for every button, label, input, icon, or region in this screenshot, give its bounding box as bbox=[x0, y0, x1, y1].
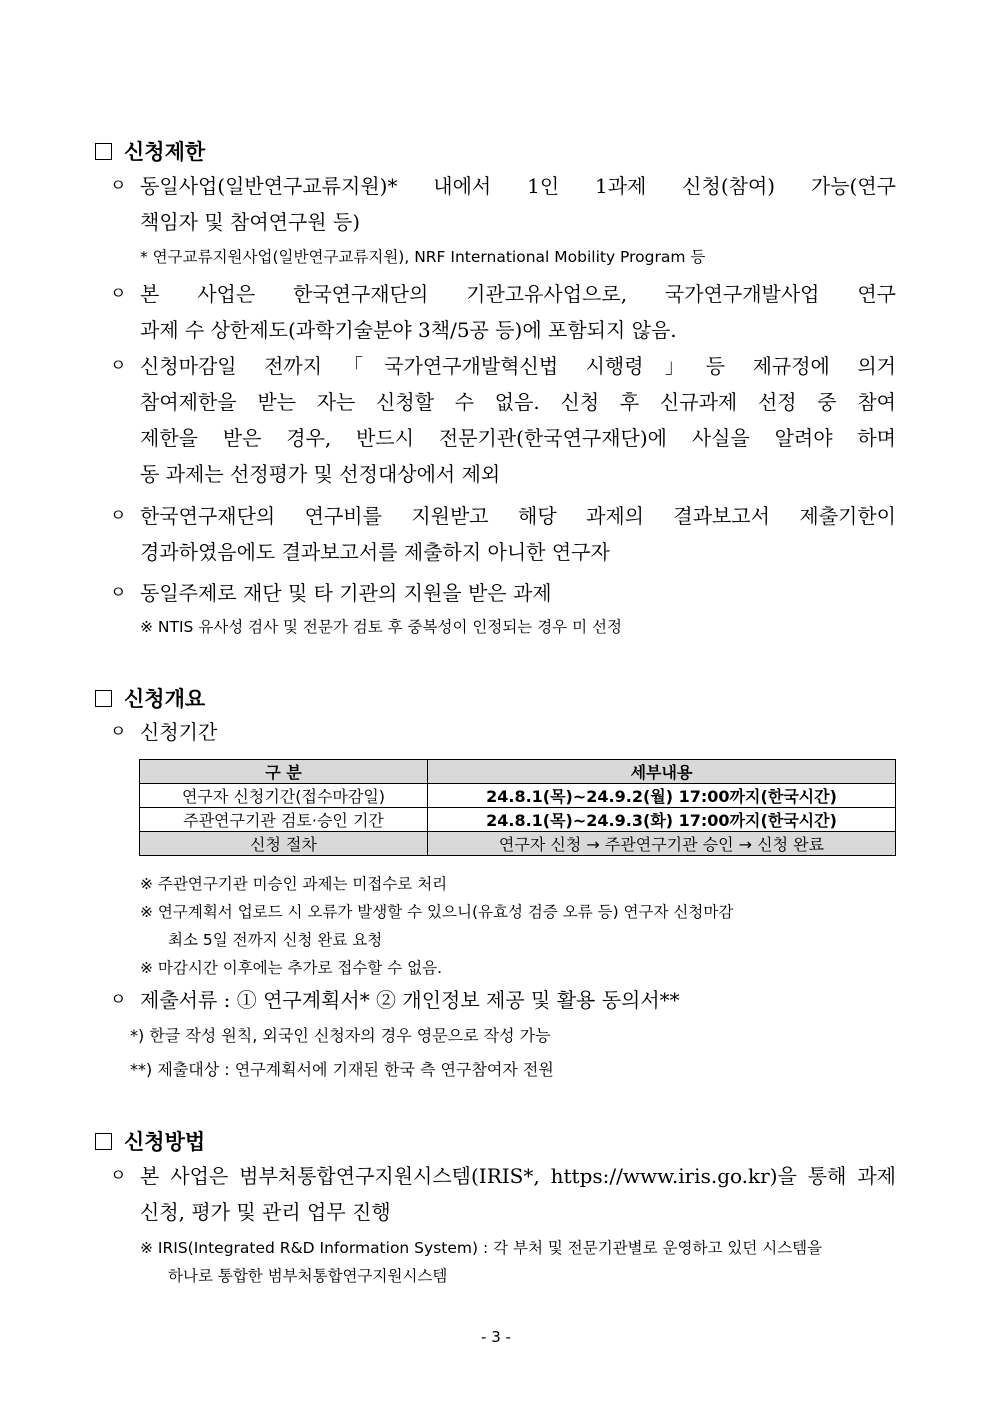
restriction-item-2 bbox=[110, 276, 896, 348]
table-header: 세부내용 bbox=[428, 760, 896, 784]
documents-item bbox=[110, 982, 896, 1018]
table-cell: 신청 절차 bbox=[140, 832, 428, 856]
bullet-icon: ㅇ bbox=[110, 284, 127, 304]
table-row bbox=[140, 832, 896, 856]
text-line: 동일주제로 재단 및 타 기관의 지원을 받은 과제 bbox=[140, 581, 552, 605]
documents-text: 제출서류 : ① 연구계획서* ② 개인정보 제공 및 활용 동의서** bbox=[140, 988, 680, 1012]
footnote: *) 한글 작성 원칙, 외국인 신청자의 경우 영문으로 작성 가능 bbox=[130, 1026, 551, 1045]
table-cell: 주관연구기관 검토·승인 기간 bbox=[140, 808, 428, 832]
bullet-icon: ㅇ bbox=[110, 990, 127, 1010]
text-line: 경과하였음에도 결과보고서를 제출하지 아니한 연구자 bbox=[140, 540, 610, 564]
section-title: 신청방법 bbox=[124, 1130, 206, 1154]
bullet-icon: ㅇ bbox=[110, 176, 127, 196]
table-cell: 24.8.1(목)~24.9.3(화) 17:00까지(한국시간) bbox=[428, 808, 896, 832]
checkbox-icon bbox=[95, 143, 112, 160]
text-line: 본 사업은 한국연구재단의 기관고유사업으로, 국가연구개발사업 연구 bbox=[140, 282, 896, 306]
text-line: 신청마감일 전까지「국가연구개발혁신법 시행령」등 제규정에 의거 bbox=[140, 354, 896, 378]
restriction-item-1 bbox=[110, 168, 896, 240]
bullet-icon: ㅇ bbox=[110, 722, 127, 742]
table-row bbox=[140, 784, 896, 808]
text-line: 동일사업(일반연구교류지원)* 내에서 1인 1과제 신청(참여) 가능(연구 bbox=[140, 174, 896, 198]
table-cell: 24.8.1(목)~24.9.2(월) 17:00까지(한국시간) bbox=[428, 784, 896, 808]
section-title: 신청개요 bbox=[124, 687, 206, 711]
section-title: 신청제한 bbox=[124, 140, 206, 164]
bullet-icon: ㅇ bbox=[110, 506, 127, 526]
bullet-icon: ㅇ bbox=[110, 356, 127, 376]
text-line: 동 과제는 선정평가 및 선정대상에서 제외 bbox=[140, 462, 501, 486]
footnote: ※ 연구계획서 업로드 시 오류가 발생할 수 있으니(유효성 검증 오류 등) 연구자 신청마감 bbox=[140, 903, 734, 921]
footnote: **) 제출대상 : 연구계획서에 기재된 한국 측 연구참여자 전원 bbox=[130, 1060, 554, 1079]
text-line: 한국연구재단의 연구비를 지원받고 해당 과제의 결과보고서 제출기한이 bbox=[140, 504, 896, 528]
text-line: 제한을 받은 경우, 반드시 전문기관(한국연구재단)에 사실을 알려야 하며 bbox=[140, 426, 896, 450]
checkbox-icon bbox=[95, 1133, 112, 1150]
footnote: 하나로 통합한 범부처통합연구지원시스템 bbox=[168, 1267, 448, 1285]
text-line: 과제 수 상한제도(과학기술분야 3책/5공 등)에 포함되지 않음. bbox=[140, 318, 677, 342]
text-line: 본 사업은 범부처통합연구지원시스템(IRIS*, https://www.iris.go.kr)을 통해 과제 bbox=[140, 1164, 896, 1188]
period-label: 신청기간 bbox=[140, 720, 218, 744]
bullet-icon: ㅇ bbox=[110, 1166, 127, 1186]
table-cell: 연구자 신청 → 주관연구기관 승인 → 신청 완료 bbox=[428, 832, 896, 856]
text-line: 신청, 평가 및 관리 업무 진행 bbox=[140, 1200, 391, 1224]
section-heading-overview bbox=[95, 683, 205, 713]
text-line: 참여제한을 받는 자는 신청할 수 없음. 신청 후 신규과제 선정 중 참여 bbox=[140, 390, 896, 414]
footnote: ※ 마감시간 이후에는 추가로 접수할 수 없음. bbox=[140, 959, 443, 977]
text-line: 책임자 및 참여연구원 등) bbox=[140, 210, 361, 234]
footnote: ※ IRIS(Integrated R&D Information System) : 각 부처 및 전문기관별로 운영하고 있던 시스템을 bbox=[140, 1239, 823, 1257]
section-heading-restrictions bbox=[95, 136, 205, 166]
table-header-row bbox=[140, 760, 896, 784]
table-cell: 연구자 신청기간(접수마감일) bbox=[140, 784, 428, 808]
bullet-icon: ㅇ bbox=[110, 583, 127, 603]
checkbox-icon bbox=[95, 690, 112, 707]
footnote: 최소 5일 전까지 신청 완료 요청 bbox=[168, 931, 383, 949]
schedule-table bbox=[139, 759, 896, 856]
method-item bbox=[110, 1158, 896, 1230]
period-item bbox=[110, 714, 896, 750]
footnote: ※ 주관연구기관 미승인 과제는 미접수로 처리 bbox=[140, 875, 448, 893]
page-number: - 3 - bbox=[481, 1328, 511, 1346]
table-row bbox=[140, 808, 896, 832]
restriction-item-5 bbox=[110, 575, 896, 611]
table-header: 구 분 bbox=[140, 760, 428, 784]
footnote: * 연구교류지원사업(일반연구교류지원), NRF International Mobility Program 등 bbox=[140, 248, 706, 266]
section-heading-method bbox=[95, 1126, 205, 1156]
restriction-item-3 bbox=[110, 348, 896, 492]
footnote: ※ NTIS 유사성 검사 및 전문가 검토 후 중복성이 인정되는 경우 미 선정 bbox=[140, 618, 622, 636]
restriction-item-4 bbox=[110, 498, 896, 570]
